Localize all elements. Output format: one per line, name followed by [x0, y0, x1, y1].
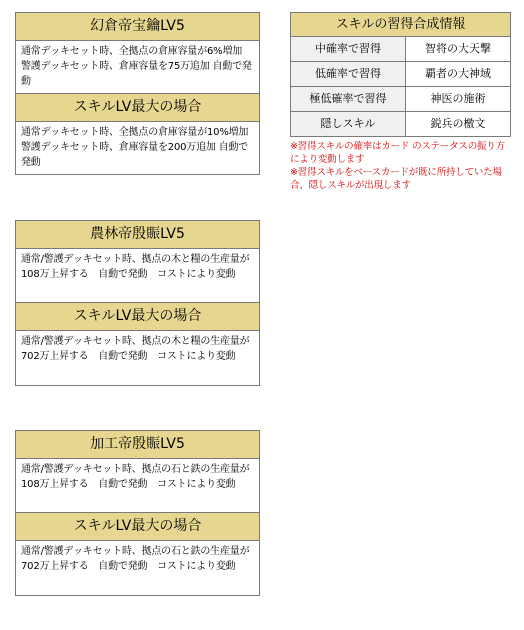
skill-description: 通常デッキセット時、全拠点の倉庫容量が6%増加 警護デッキセット時、倉庫容量を75万追加 自動で発動: [16, 41, 259, 94]
synthesis-rate: 極低確率で習得: [291, 87, 406, 111]
synthesis-note-2: ※習得スキルをベースカードが既に所持していた場合、隠しスキルが出現します: [290, 167, 502, 191]
skill-table-2: [15, 220, 260, 386]
synthesis-row: [291, 62, 510, 87]
synthesis-skill: 覇者の大神域: [406, 62, 510, 86]
skill-title: 加工帝殷賑LV5: [16, 431, 259, 459]
synthesis-row: [291, 112, 510, 136]
skill-max-description: 通常/警護デッキセット時、拠点の木と糧の生産量が702万上昇する 自動で発動 コストにより変動: [21, 336, 250, 362]
skill-table-1: [15, 12, 260, 175]
skill-max-title: スキルLV最大の場合: [16, 303, 259, 331]
synthesis-rate: 隠しスキル: [291, 112, 406, 136]
synthesis-skill: 智将の大天撃: [406, 37, 510, 61]
synthesis-row: [291, 87, 510, 112]
synthesis-rate: 低確率で習得: [291, 62, 406, 86]
synthesis-rate: 中確率で習得: [291, 37, 406, 61]
skill-description: 通常/警護デッキセット時、拠点の石と鉄の生産量が108万上昇する 自動で発動 コストにより変動: [16, 459, 259, 513]
skill-max-description: 通常デッキセット時、全拠点の倉庫容量が10%増加 警護デッキセット時、倉庫容量を200万追加 自動で発動: [21, 127, 249, 168]
skill-title: 農林帝殷賑LV5: [16, 221, 259, 249]
skill-max-title: スキルLV最大の場合: [16, 94, 259, 122]
synthesis-title: スキルの習得合成情報: [291, 13, 510, 37]
skill-max-title: スキルLV最大の場合: [16, 513, 259, 541]
synthesis-table: [290, 12, 511, 137]
synthesis-row: [291, 37, 510, 62]
skill-title: 幻倉帝宝鑰LV5: [16, 13, 259, 41]
synthesis-skill: 神医の施術: [406, 87, 510, 111]
skill-max-description: 通常/警護デッキセット時、拠点の石と鉄の生産量が702万上昇する 自動で発動 コストにより変動: [21, 546, 250, 572]
skill-description: 通常/警護デッキセット時、拠点の木と糧の生産量が108万上昇する 自動で発動 コストにより変動: [16, 249, 259, 303]
synthesis-note-1: ※習得スキルの確率はカード のステータスの振り方により変動します: [290, 141, 505, 165]
synthesis-skill: 鋭兵の檄文: [406, 112, 510, 136]
synthesis-info: [290, 12, 511, 192]
skill-table-3: [15, 430, 260, 596]
